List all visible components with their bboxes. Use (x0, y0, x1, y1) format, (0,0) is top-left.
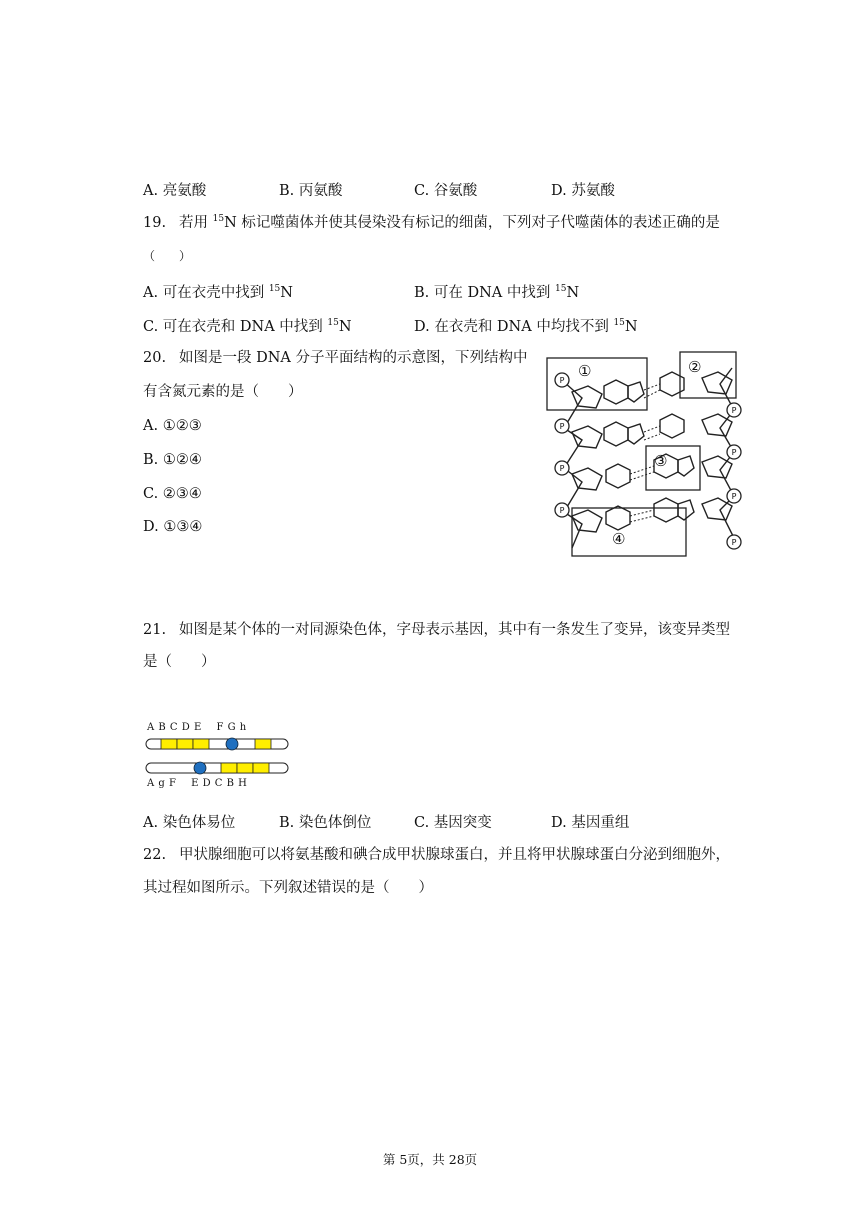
q19-number: 19. (143, 215, 167, 231)
q18-option-b: B. 丙氨酸 (279, 183, 343, 199)
q21-option-b: B. 染色体倒位 (279, 815, 372, 831)
q22-stem-line1: 22. 甲状腺细胞可以将氨基酸和碘合成甲状腺球蛋白，并且将甲状腺球蛋白分泌到细胞外， (143, 847, 730, 863)
q20-option-d: D. ①③④ (143, 519, 203, 535)
q20-stem-line2: 有含氮元素的是（ ） (143, 384, 303, 400)
q18-option-a: A. 亮氨酸 (143, 183, 207, 199)
label-1: ① (578, 362, 592, 380)
q19-paren: （ ） (143, 249, 192, 263)
svg-text:P: P (559, 422, 565, 431)
q20-option-a: A. ①②③ (143, 418, 202, 434)
q21-option-a: A. 染色体易位 (143, 815, 236, 831)
svg-text:P: P (731, 492, 737, 501)
q18-option-c: C. 谷氨酸 (414, 183, 478, 199)
q21-option-c: C. 基因突变 (414, 815, 492, 831)
svg-text:P: P (731, 538, 737, 547)
dna-structure-figure (542, 348, 754, 560)
label-2: ② (688, 358, 702, 376)
svg-text:P: P (731, 406, 737, 415)
q21-stem-line1: 21. 如图是某个体的一对同源染色体，字母表示基因，其中有一条发生了变异，该变异类型 (143, 622, 730, 638)
q18-option-d: D. 苏氨酸 (551, 183, 615, 199)
svg-text:P: P (559, 506, 565, 515)
svg-text:P: P (731, 448, 737, 457)
q20-option-b: B. ①②④ (143, 452, 202, 468)
q19-option-c: C. 可在衣壳和 DNA 中找到 $^{15}$N (143, 318, 352, 335)
q20-option-c: C. ②③④ (143, 486, 202, 502)
q21-number: 21. (143, 622, 167, 638)
q19-stem: 19. 若用 $^{15}$N 标记噬菌体并使其侵染没有标记的细菌，下列对子代噬菌体的表述正确的是 (143, 214, 720, 231)
page-footer: 第 5页，共 28页 (382, 1152, 478, 1167)
label-3: ③ (654, 452, 668, 470)
q19-option-a: A. 可在衣壳中找到 $^{15}$N (143, 284, 293, 301)
q21-stem-line2: 是（ ） (143, 654, 216, 670)
q21-option-d: D. 基因重组 (551, 815, 630, 831)
q20-stem-line1: 20. 如图是一段 DNA 分子平面结构的示意图，下列结构中 (143, 350, 528, 366)
chromosome-top-labels: A B C D E F G h (147, 722, 247, 733)
q20-number: 20. (143, 350, 167, 366)
chromosome-bottom-labels: A g F E D C B H (147, 778, 248, 789)
label-4: ④ (612, 530, 626, 548)
q19-option-d: D. 在衣壳和 DNA 中均找不到 $^{15}$N (414, 318, 638, 335)
svg-text:P: P (559, 464, 565, 473)
q22-number: 22. (143, 847, 167, 863)
q22-stem-line2: 其过程如图所示。下列叙述错误的是（ ） (143, 880, 433, 896)
q19-option-b: B. 可在 DNA 中找到 $^{15}$N (414, 284, 580, 301)
svg-text:P: P (559, 376, 565, 385)
